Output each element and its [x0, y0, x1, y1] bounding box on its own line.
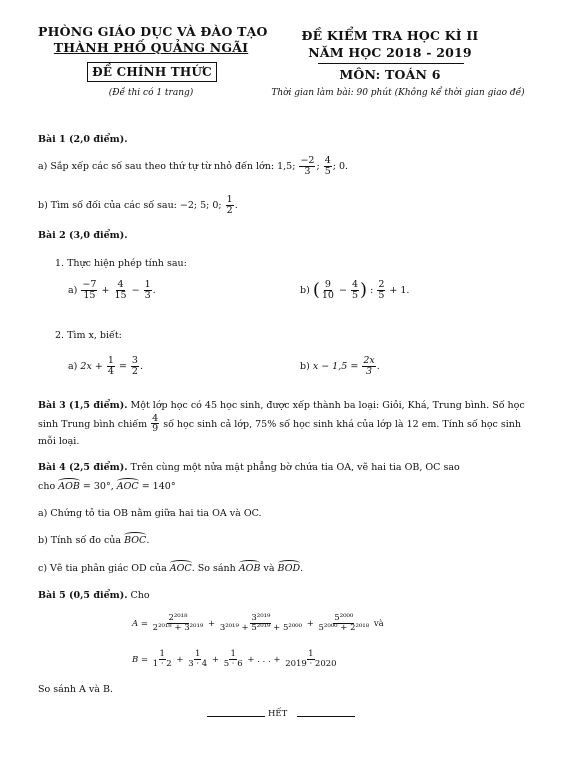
- bai5-title-line: Bài 5 (0,5 điểm). Cho: [38, 590, 150, 601]
- department-line-1: PHÒNG GIÁO DỤC VÀ ĐÀO TẠO: [38, 24, 268, 39]
- subject: MÔN: TOÁN 6: [339, 67, 441, 82]
- fraction: $\frac{4}{5}$: [324, 155, 331, 177]
- exam-title-line-1: ĐỀ KIỂM TRA HỌC KÌ II: [301, 28, 479, 43]
- bai2-title: Bài 2 (3,0 điểm).: [38, 230, 128, 241]
- bai1-title: Bài 1 (2,0 điểm).: [38, 134, 128, 145]
- time-note: Thời gian làm bài: 90 phút (Không kể thời gian giao đề): [271, 88, 525, 98]
- bai1-a: a) Sắp xếp các số sau theo thứ tự từ nhỏ đến lớn: 1,5; $\frac{-2}{3}$ ; $\frac{4}{5}$ ; 0.: [38, 155, 349, 177]
- bai5-compare: So sánh A và B.: [38, 684, 113, 695]
- bai2-part2: 2. Tìm x, biết:: [55, 330, 122, 341]
- bai2-2b: b) x − 1,5 = $\frac{2x}{3}$ .: [300, 355, 380, 377]
- bai5-expression-a: A = $\frac{\text{2²⁰¹⁸}}{\text{2²⁰¹⁸ + 3²⁰¹⁹}}$ + $\frac{\text{3²⁰¹⁹}}{\text{3²⁰¹⁹ + 5²⁰¹⁹ + 5²⁰⁰⁰}}$ + $\frac{\text{5²⁰⁰⁰}}{\text{5²⁰⁰⁰ + 2²⁰¹⁸}}$ và: [132, 613, 384, 633]
- bai4-c: c) Vẽ tia phân giác OD của AOC. So sánh AOB và BOD.: [38, 563, 304, 574]
- bai2-1b: b) ( $\frac{9}{10}$ − $\frac{4}{5}$ ) : $\frac{2}{5}$ + 1.: [300, 279, 410, 301]
- end-rule-left: [207, 716, 265, 717]
- fraction: $\frac{1}{2}$: [226, 194, 233, 216]
- exam-title-line-2: NĂM HỌC 2018 - 2019: [308, 45, 472, 60]
- official-stamp: ĐỀ CHÍNH THỨC: [87, 62, 217, 82]
- fraction: $\frac{-2}{3}$: [300, 155, 315, 177]
- bai4-line2: cho AOB = 30°, AOC = 140°: [38, 481, 176, 492]
- bai4-line1: Bài 4 (2,5 điểm). Trên cùng một nửa mặt phẳng bờ chứa tia OA, vẽ hai tia OB, OC sao: [38, 462, 460, 473]
- pages-note: (Đề thi có 1 trang): [108, 88, 194, 98]
- bai4-b: b) Tính số đo của BOC.: [38, 535, 150, 546]
- bai2-2a: a) 2x + $\frac{1}{4}$ = $\frac{3}{2}$ .: [68, 355, 143, 377]
- bai2-1a: a) $\frac{-7}{15}$ + $\frac{4}{15}$ − $\frac{1}{3}$ .: [68, 279, 156, 301]
- title-underline: [318, 63, 464, 64]
- department-line-2: THÀNH PHỐ QUẢNG NGÃI: [53, 40, 249, 55]
- end-rule-right: [297, 716, 355, 717]
- bai1-b: b) Tìm số đối của các số sau: −2; 5; 0; $\frac{1}{2}$ .: [38, 194, 238, 216]
- bai2-part1: 1. Thực hiện phép tính sau:: [55, 258, 187, 269]
- bai3-paragraph: Bài 3 (1,5 điểm). Một lớp học có 45 học sinh, được xếp thành ba loại: Giỏi, Khá, Trung bình. Số học sinh Trung bình chiếm $\frac{4}{9}$ số học sinh cả lớp, 75% số học sinh khá của lớp là 12 em. Tính số học sinh mỗi loại.: [38, 400, 525, 448]
- bai5-expression-b: B = $\frac{1}{1 \cdot 2}$ + $\frac{1}{3 \cdot 4}$ + $\frac{1}{5 \cdot 6}$ + . . . + $\frac{1}{2019 \cdot 2020}$: [132, 649, 337, 669]
- bai4-a: a) Chứng tỏ tia OB nằm giữa hai tia OA và OC.: [38, 508, 262, 519]
- end-marker: HẾT: [268, 709, 288, 719]
